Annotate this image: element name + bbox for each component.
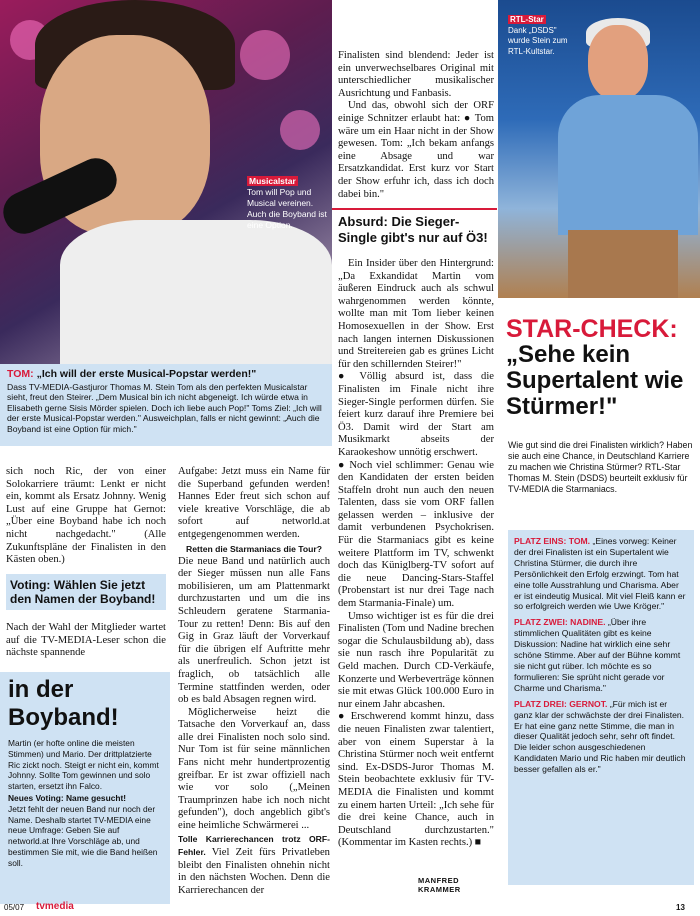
article-col3-p5: ● Noch viel schlimmer: Genau wie den Kandidaten der ersten beiden Staffeln droht nun auch den neuen Talenten, dass sie vom ORF fallen gelassen werden – inklusive der damit verbundenen Psychokrisen. Für die Starmaniacs gibt es keine weitere Plattform im TV, schwenkt doch das Küniglberg-TV sofort auf die neue Dancing-Stars-Staffel (Probenstart ist nur drei Tage nach dem Starmania-Finale) um. (338, 459, 494, 610)
boyband-subhead: Neues Voting: Name gesucht! (8, 792, 127, 803)
tom-quote-box (0, 364, 332, 446)
article-col1-p1: sich noch Ric, der von einer Solokarriere träumt: Lenkt er nicht ein, kommt als Ersatz Johnny. Wenig Lust auf eine Gruppe hat Gernot: „Über eine Boyband habe ich noch nicht nachgedacht." (Alle Zukunftspläne der Finalisten in den Kästen oben.) (6, 466, 166, 566)
article-col2-p2: Die neue Band und natürlich auch der Sieger müssen nun alle Fans mobilisieren, um am Plattenmarkt durchzustarten und um die ins Schleudern geratene Starmania-Tour zu retten! Denn: Bis auf den Gig in Graz läuft der Vorverkauf für die übrigen elf Auftritte mehr als unerfreulich. Schon jetzt ist fraglich, ob tatsächlich alle Termine stattfinden werden, oder ob es bald Absagen regnen wird. (178, 555, 330, 706)
tom-quote-title: TOM: „Ich will der erste Musical-Popstar werden!" (7, 368, 257, 380)
author-byline: MANFRED KRAMMER (418, 876, 461, 894)
boyband-box (0, 672, 170, 904)
article-col2-p1: Aufgabe: Jetzt muss ein Name für die Superband gefunden werden! Hannes Eder freut sich schon auf viele kreative Vorschläge, die ab sofort auf networld.at entgegengenommen werden. (178, 466, 330, 540)
star-check-label: STAR-CHECK: (506, 315, 678, 343)
star-check-intro: Wie gut sind die drei Finalisten wirklich? Haben sie auch eine Chance, in Deutschland Karriere zu machen wie Christina Stürmer? RTL-Star Thomas M. Stein (DSDS) beurteilt exklusiv für TV-MEDIA die Starmaniacs. (508, 440, 693, 494)
article-col3-p4: ● Völlig absurd ist, dass die Finalisten im Finale nicht ihre Sieger-Single performen dürfen. Sie feiert kurz darauf ihre Premiere bei Ö3. Damit wird der Start am Musikmarkt abseits der Karaokeshow unnötig erschwert. (338, 371, 494, 458)
article-col3-p1: Finalisten sind blendend: Jeder ist ein unverwechselbares Original mit unterschiedlicher musikalischer Ausrichtung und Fanbasis. (338, 50, 494, 99)
article-col3-p3: Ein Insider über den Hintergrund: „Da Exkandidat Martin vom äußeren Eindruck auch als schwul wahrgenommen werden könnte, wollte man mit Tom lieber keinen Homosexuellen in der Show. Erst nach langen internen Diskussionen und Streitereien gab es grünes Licht für den schillernden Steirer!" (338, 258, 494, 370)
brand-logo: tvmedia (36, 901, 74, 912)
article-col3-p6: Umso wichtiger ist es für die drei Finalisten (Tom und Nadine brechen sogar die Schulausbildung ab), dass sie nun rasch ihre Popularität zu Geld machen. Durch CD-Verkäufe, Konzerte und Werbeverträge können sie mit etwas Glück 100.000 Euro in nur einem Jahr abcashen. (338, 610, 494, 710)
article-col2-p3: Möglicherweise heizt die Tatsache den Vorverkauf an, dass alle drei Finalisten noch solo sind. Nur Tom ist für seine männlichen Fans nicht mehr hundertprozentig greifbar. Er ist zwar offiziell nach wie vor solo („Meinen Traumprinzen habe ich noch nicht gefunden"), doch angeblich gibt's eine heimliche Schwärmerei ... (178, 706, 330, 832)
page-number: 13 (676, 903, 685, 912)
issue-number: 05/07 (4, 903, 25, 912)
subhead-karriere: Tolle Karrierechancen trotz ORF-Fehler. (178, 833, 330, 858)
star-check-quote: „Sehe kein Supertalent wie Stürmer!" (506, 341, 684, 420)
ranking-item-3: PLATZ DREI: GERNOT. „Für mich ist er ganz klar der schwächste der drei Finalisten. Er hat eine ganz nette Stimme, die man in dieser Qualität jedoch sehr, sehr oft findet. Die leider schon ausgeschiedenen Kandidaten Mario und Ric haben mir deutlich besser gefallen als er." (514, 698, 686, 775)
photo-caption-musicalstar: Musicalstar Tom will Pop und Musical vereinen. Auch die Boyband ist eine Option. (247, 176, 327, 230)
boyband-p2: Jetzt fehlt der neuen Band nur noch der Name. Deshalb startet TV-MEDIA eine neue Umfrage: Geben Sie auf networld.at Ihre Vorschläge ab, und bestimmen Sie mit, wie die Band heißen soll. (8, 803, 158, 868)
star-check-ranking (508, 530, 694, 885)
boyband-title: in der Boyband! (8, 676, 119, 731)
absurd-headline: Absurd: Die Sieger-Single gibt's nur auf Ö3! (332, 208, 497, 258)
boyband-p1: Martin (er hofte online die meisten Stimmen) und Mario. Der drittplatzierte Ric zickt noch. Steigt er nicht ein, kommt Johnny. Sollte Tom gewinnen und solo starten, ersetzt ihn Falco. (8, 738, 159, 792)
tom-quote-body: Dass TV-MEDIA-Gastjuror Thomas M. Stein Tom als den perfekten Musicalstar sieht, freut den Steirer. „Dem Musical bin ich nicht abgeneigt. Ich würde etwa in Elisabeth gerne Sisis Mörder spielen. Doch ich liebe auch Pop!" Toms Ziel: „Ich will der erste Musical-Popstar werden." Ausweichplan, falls er nicht gewinnt: „Auch die Boyband ist eine Option für mich." (7, 382, 322, 434)
article-col3-p7: ● Erschwerend kommt hinzu, dass die neuen Finalisten zwar talentiert, aber von einem Superstar à la Christina Stürmer noch weit entfernt sind. Ex-DSDS-Juror Thomas M. Stein beobachtete exklusiv für TV-MEDIA die Finalisten und kommt zu einem harten Urteil: „Ich sehe für die drei keine Chance, auch in Deutschland durchzustarten." (Kommentar im Kasten rechts.) ■ (338, 711, 494, 849)
star-check-header (498, 298, 700, 433)
ranking-item-2: PLATZ ZWEI: NADINE. „Über ihre stimmlichen Qualitäten gibt es keine Diskussion: Nadine hat wirklich eine sehr schöne Stimme. Aber auf der Bühne kommt sie nicht gut rüber. Ich möchte es so formulieren: Sie sprüht nicht gerade vor Charme und Charisma." (514, 617, 681, 693)
subhead-tour: Retten die Starmaniacs die Tour? (186, 543, 322, 554)
article-col3-top (338, 50, 494, 208)
article-col3-main (338, 258, 494, 870)
article-col2-p4: Viel Zeit fürs Privatleben bleibt den Finalisten ohnehin nicht in den nächsten Wochen. Denn die Karrierechancen der (178, 847, 330, 896)
article-col1-p2: Nach der Wahl der Mitglieder wartet auf die TV-MEDIA-Leser schon die nächste spannende (6, 622, 166, 659)
article-col3-p2: Und das, obwohl sich der ORF einige Schnitzer erlaubt hat: ● Tom wäre um ein Haar nicht in der Show gewesen. Tom: „Ich bekam anfangs eine Absage und war Ersatzkandidat. Erst kurz vor Start der Show erfuhr ich, dass ich doch dabei bin." (338, 100, 494, 200)
ranking-item-1: PLATZ EINS: TOM. „Eines vorweg: Keiner der drei Finalisten ist ein Supertalent wie Christina Stürmer, die durch ihre Persönlichkeit den Erfolg erzwingt. Tom hat eine tolle Ausstrahlung und Charisma. Aber er ist eindeutig Musical. Mit viel Fleiß kann er so erfolgreich werden wie Uwe Kröger." (514, 536, 686, 612)
voting-headline: Voting: Wählen Sie jetzt den Namen der Boyband! (6, 574, 166, 610)
page-footer (0, 900, 700, 916)
photo-caption-rtl-star: RTL-Star Dank „DSDS" wurde Stein zum RTL-Kultstar. (508, 15, 568, 56)
article-col2 (178, 466, 330, 896)
